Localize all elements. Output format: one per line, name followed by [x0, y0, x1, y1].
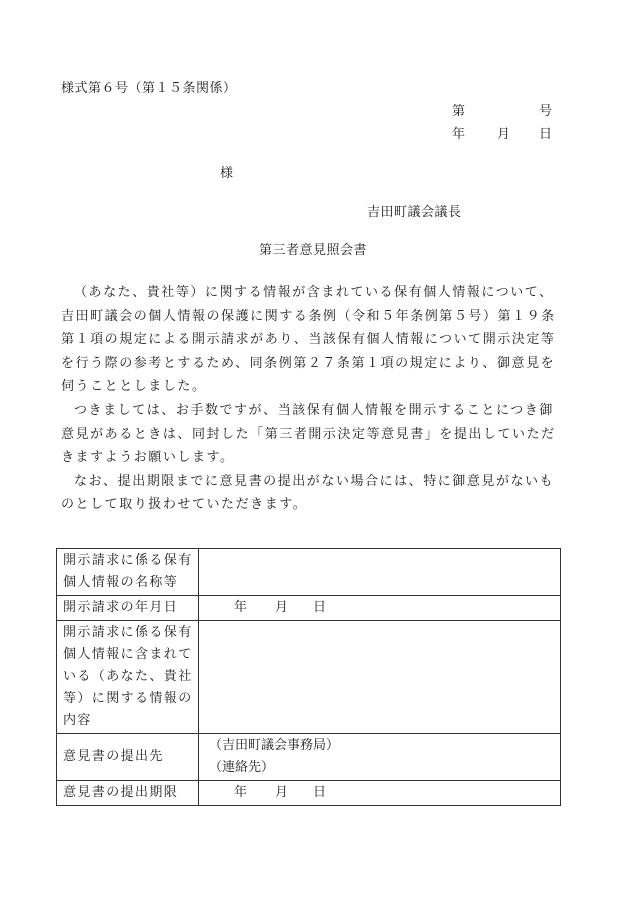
row-label-submission-to: 意見書の提出先	[57, 734, 199, 781]
recipient: 様	[220, 166, 234, 181]
sender: 吉田町議会議長	[367, 205, 462, 220]
date-day: 日	[539, 127, 553, 142]
request-date-year: 年	[234, 600, 248, 615]
submission-contact: （連絡先）	[209, 760, 275, 775]
request-date-month: 月	[275, 600, 289, 615]
deadline-month: 月	[275, 785, 289, 800]
deadline-day: 日	[313, 785, 327, 800]
row-label-document-name: 開示請求に係る保有個人情報の名称等	[57, 549, 199, 596]
document-number-suffix: 号	[539, 104, 553, 119]
table-row	[57, 596, 561, 621]
row-value-information-content	[199, 621, 561, 734]
document-number-prefix: 第	[452, 104, 466, 119]
document-title: 第三者意見照会書	[259, 243, 368, 258]
table-row	[57, 549, 561, 596]
row-value-submission-to	[199, 734, 561, 781]
submission-office: （吉田町議会事務局）	[209, 738, 340, 753]
row-value-request-date	[199, 596, 561, 621]
date-month: 月	[497, 127, 511, 142]
body-text	[61, 281, 567, 517]
row-label-deadline: 意見書の提出期限	[57, 781, 199, 806]
paragraph-2: つきましては、お手数ですが、当該保有個人情報を開示することにつき御意見があるときは、同封した「第三者開示決定等意見書」を提出していただきますようお願いします。	[61, 402, 556, 466]
paragraph-3: なお、提出期限までに意見書の提出がない場合には、特に御意見がないものとして取り扱わせていただきます。	[61, 473, 555, 513]
table-row	[57, 781, 561, 806]
row-value-deadline	[199, 781, 561, 806]
row-value-document-name	[199, 549, 561, 596]
request-date-day: 日	[313, 600, 327, 615]
row-label-request-date: 開示請求の年月日	[57, 596, 199, 621]
paragraph-1: （あなた、貴社等）に関する情報が含まれている保有個人情報について、吉田町議会の個人情報の保護に関する条例（令和５年条例第５号）第１９条第１項の規定による開示請求があり、当該保有個人情報について開示決定等を行う際の参考とするため、同条例第２７条第１項の規定により、御意見を伺うこととしました。	[61, 285, 556, 395]
info-table	[56, 548, 561, 806]
date-year: 年	[452, 127, 466, 142]
form-number: 様式第６号（第１５条関係）	[61, 81, 237, 96]
deadline-year: 年	[234, 785, 248, 800]
row-label-information-content: 開示請求に係る保有個人情報に含まれている（あなた、貴社等）に関する情報の内容	[57, 621, 199, 734]
table-row	[57, 621, 561, 734]
table-row	[57, 734, 561, 781]
